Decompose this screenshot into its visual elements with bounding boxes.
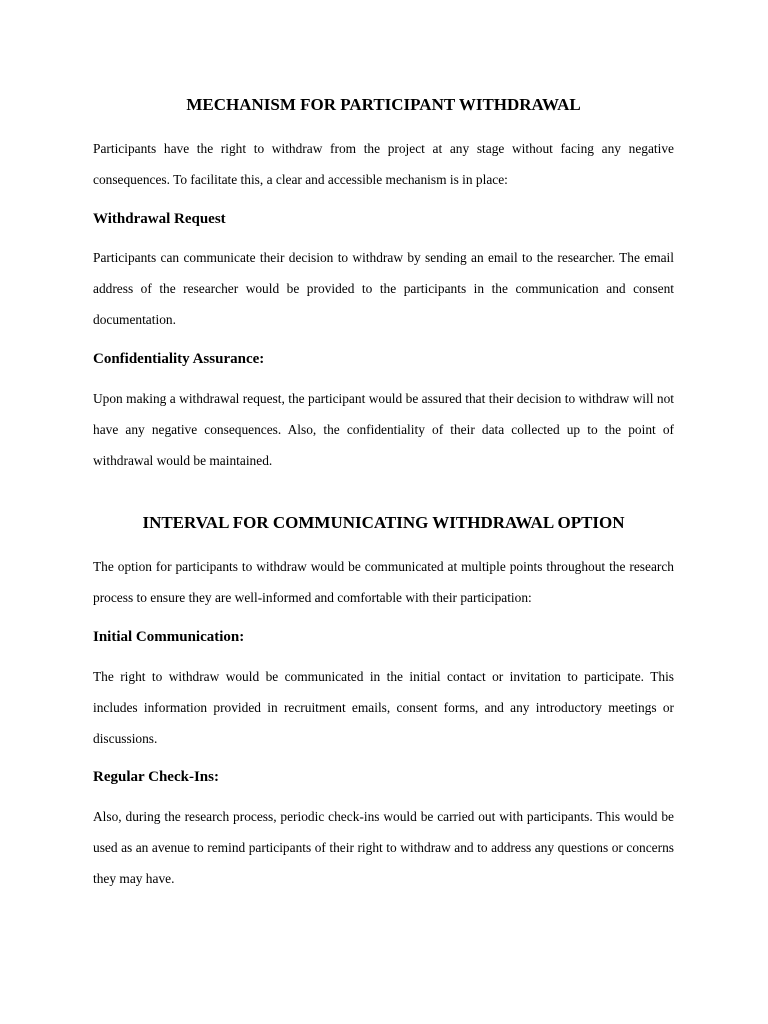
- section-heading-communication-interval: INTERVAL FOR COMMUNICATING WITHDRAWAL OPTION: [142, 513, 625, 532]
- subheading-withdrawal-request: Withdrawal Request: [93, 211, 226, 227]
- section-intro-paragraph: The option for participants to withdraw would be communicated at multiple points throughout the research process to ensure they are well-informed and comfortable with their participation:: [93, 559, 674, 605]
- subheading-initial-communication: Initial Communication:: [93, 629, 245, 645]
- regular-check-ins-paragraph: Also, during the research process, periodic check-ins would be carried out with participants. This would be used as an avenue to remind participants of their right to withdraw and to address any questions or concerns they may have.: [93, 809, 674, 886]
- section-intro-paragraph: Participants have the right to withdraw from the project at any stage without facing any negative consequences. To facilitate this, a clear and accessible mechanism is in place:: [93, 141, 674, 187]
- initial-communication-paragraph: The right to withdraw would be communicated in the initial contact or invitation to participate. This includes information provided in recruitment emails, consent forms, and any introductory meetings or discussions.: [93, 669, 674, 746]
- subheading-confidentiality-assurance: Confidentiality Assurance:: [93, 351, 265, 367]
- section-heading-withdrawal-mechanism: MECHANISM FOR PARTICIPANT WITHDRAWAL: [186, 95, 581, 114]
- withdrawal-request-paragraph: Participants can communicate their decision to withdraw by sending an email to the researcher. The email address of the researcher would be provided to the participants in the communication and consent documentation.: [93, 250, 674, 327]
- confidentiality-assurance-paragraph: Upon making a withdrawal request, the participant would be assured that their decision to withdraw will not have any negative consequences. Also, the confidentiality of their data collected up to the point of withdrawal would be maintained.: [93, 391, 674, 468]
- subheading-regular-check-ins: Regular Check-Ins:: [93, 769, 219, 785]
